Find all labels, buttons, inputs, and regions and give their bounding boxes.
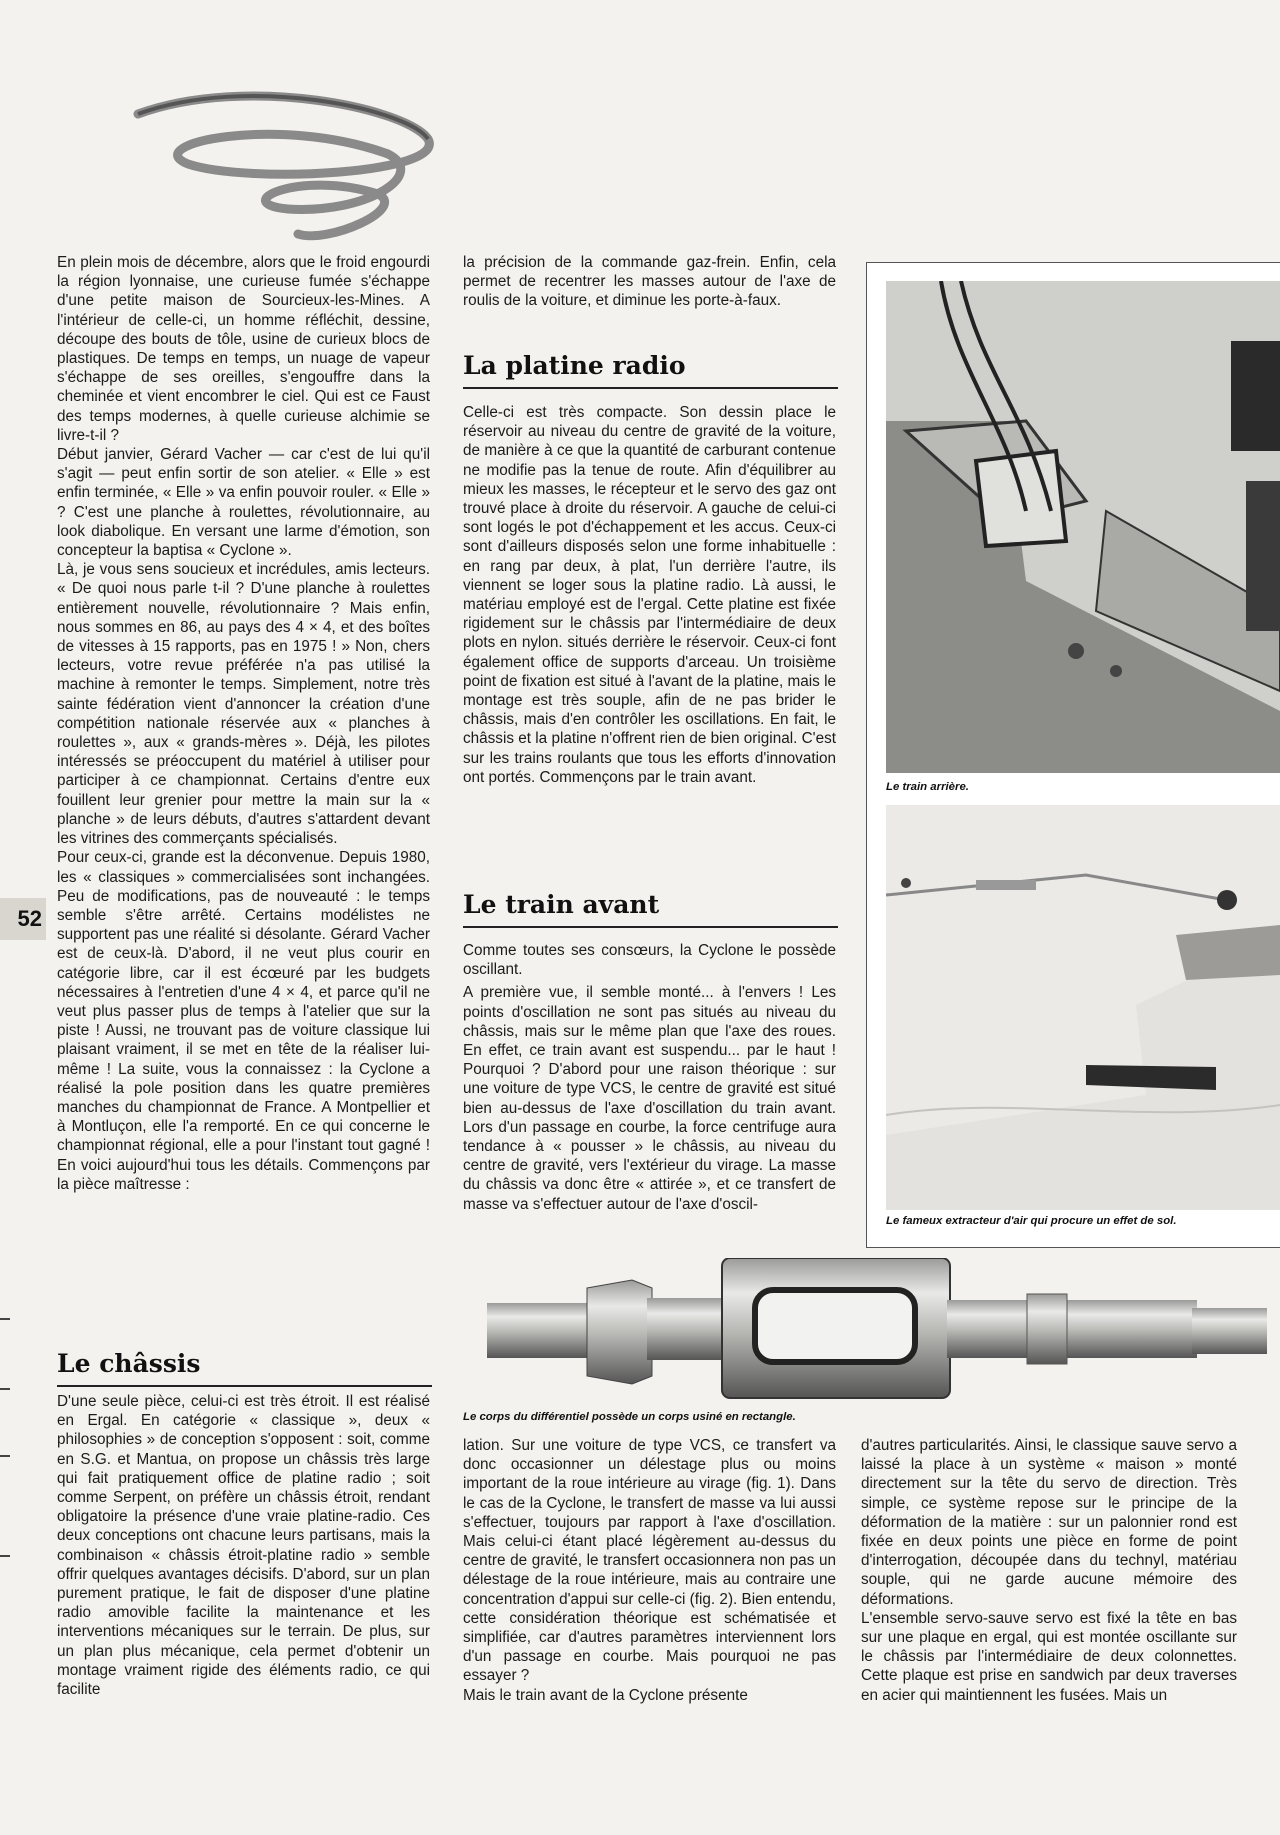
section-heading-train-avant: Le train avant: [463, 890, 660, 919]
margin-tick: [0, 1388, 10, 1390]
paragraph: Mais le train avant de la Cyclone présente: [463, 1686, 748, 1704]
bottom-middle-column: [463, 1436, 836, 1705]
chassis-text: [57, 1392, 430, 1699]
bottom-right-column: [861, 1436, 1237, 1705]
paragraph: Là, je vous sens soucieux et incrédules, amis lecteurs. « De quoi nous parle t-il ? D'une planche à roulettes entièrement nouvelle, révolutionnaire ? Mais enfin, nous sommes en 86, au pays des 4 × 4, et des boîtes de vitesses à 15 rapports, pas en 1975 ! » Non, chers lecteurs, votre revue préférée n'a pas utilisé la machine à remonter le temps. Simplement, notre très sainte fédération vient d'annoncer la création d'une compétition nationale réservée aux « planches à roulettes », aux « grands-mères ». Déjà, les pilotes intéressés se préoccupent du matériel à utiliser pour participer à ce championnat. Certains d'entre eux fouillent leur grenier pour mettre la main sur la « planche » de leurs débuts, d'autres s'attardent devant les vitrines des commerçants spécialisés.: [57, 561, 430, 848]
column-2: [463, 253, 836, 311]
paragraph: Celle-ci est très compacte. Son dessin place le réservoir au niveau du centre de gravité de la voiture, de manière à ce que la quantité de carburant contenue ne modifie pas la tenue de route. Afin d'équilibrer au mieux les masses, le récepteur et le servo des gaz ont trouvé place à droite du réservoir. A gauche de celui-ci sont logés le pot d'échappement et les accus. Ceux-ci sont d'ailleurs disposés selon une forme inhabituelle : en rang par deux, à plat, l'un derrière l'autre, ils viennent se loger sous la platine radio. Là aussi, le matériau employé est de l'ergal. Cette platine est fixée rigidement sur le châssis par l'intermédiaire de deux plots en nylon. situés derrière le réservoir. Ceux-ci font également office de supports d'arceau. Un troisième point de fixation est situé à l'avant de la platine, mais le montage est très souple, afin de ne pas brider le châssis, mais d'en contrôler les oscillations. En fait, le châssis et la platine n'offrent rien de bien original. C'est sur les trains roulants que tous les efforts d'innovation ont portés. Commençons par le train avant.: [463, 404, 836, 786]
paragraph: la précision de la commande gaz-frein. Enfin, cela permet de recentrer les masses autour de l'axe de roulis de la voiture, et diminue les porte-à-faux.: [463, 254, 836, 310]
platine-text: [463, 403, 836, 787]
paragraph: En plein mois de décembre, alors que le froid engourdi la région lyonnaise, une curieuse fumée s'échappe d'une petite maison de Sourcieux-les-Mines. A l'intérieur de celle-ci, un homme réfléchit, dessine, découpe des bouts de tôle, usine de curieux blocs de plastiques. De temps en temps, un nuage de vapeur s'échappe de ses oreilles, s'engouffre dans la cheminée et vient encombrer le ciel. Qui est ce Faust des temps modernes, à quelle curieuse alchimie se livre-t-il ?: [57, 254, 430, 444]
page-number: 52: [0, 898, 46, 940]
paragraph: d'autres particularités. Ainsi, le classique sauve servo a laissé la place à un système « maison » monté directement sur la tête du servo de direction. Très simple, ce système repose sur le principe de la déformation de la matière : sur un palonnier rond est fixée en deux points une pièce en forme de point d'interrogation, découpée dans du technyl, matériau souple, qui ne garde aucune mémoire des déformations.: [861, 1437, 1237, 1608]
margin-tick: [0, 1318, 10, 1320]
section-heading-platine-radio: La platine radio: [463, 351, 686, 380]
paragraph: Pour ceux-ci, grande est la déconvenue. Depuis 1980, les « classiques » commercialisées sont inchangées. Peu de modifications, pas de nouveauté : le temps semble s'être arrêté. Certains modélistes ne supportent pas une réalité si désolante. Gérard Vacher est de ceux-là. D'abord, il ne veut plus courir en catégorie libre, car il est écœuré par les budgets nécessaires à l'entretien d'une 4 × 4, et parce qu'il ne veut plus passer plus de temps à l'atelier que sur la piste ! Aussi, ne trouvant pas de voiture classique lui plaisant vraiment, il se met en tête de la réaliser lui-même ! La suite, vous la connaissez : la Cyclone a réalisé la pole position dans les quatre premières manches du championnat de France. A Montpellier et à Montluçon, elle l'a remporté. En ce qui concerne le championnat régional, elle a pour l'instant tout gagné ! En voici aujourd'hui tous les détails. Commençons par la pièce maîtresse :: [57, 849, 430, 1193]
paragraph: A première vue, il semble monté... à l'envers ! Les points d'oscillation ne sont pas situés au niveau du châssis, mais sur le même plan que l'axe des roues. En effet, ce train avant est suspendu... par le haut ! Pourquoi ? D'abord pour une raison théorique : sur une voiture de type VCS, le centre de gravité est situé bien au-dessus de l'axe d'oscillation du train avant. Lors d'un passage en courbe, la force centrifuge aura tendance à « pousser » le châssis, au niveau du centre de gravité, vers l'extérieur du virage. La masse du châssis va donc être « attirée », et ce transfert de masse va s'effectuer autour de l'axe d'oscil-: [463, 984, 836, 1213]
section-heading-chassis: Le châssis: [57, 1349, 201, 1378]
paragraph: Début janvier, Gérard Vacher — car c'est de lui qu'il s'agit — peut enfin sortir de son atelier. « Elle » est enfin terminée, « Elle » va enfin pouvoir rouler. « Elle » ? C'est une planche à roulettes, révolutionnaire, au look diabolique. En versant une larme d'émotion, son concepteur la baptisa « Cyclone ».: [57, 446, 430, 560]
heading-rule: [57, 1385, 432, 1387]
margin-tick: [0, 1555, 10, 1557]
heading-rule: [463, 926, 838, 928]
paragraph: Comme toutes ses consœurs, la Cyclone le possède oscillant.: [463, 942, 836, 979]
photo-caption-differential: Le corps du différentiel possède un corps usiné en rectangle.: [463, 1411, 796, 1423]
paragraph: D'une seule pièce, celui-ci est très étroit. Il est réalisé en Ergal. En catégorie « classique », deux « philosophies » de conception s'opposent : soit, comme en S.G. et Mantua, on propose un châssis très large qui fait pratiquement office de platine radio ; soit comme Serpent, on préfère un châssis étroit, rendant obligatoire la présence d'une vraie platine-radio. Ces deux conceptions ont chacune leurs partisans, mais la combinaison « châssis étroit-platine radio » semble offrir quelques avantages décisifs. D'abord, sur un plan purement pratique, le fait de disposer d'une platine radio amovible facilite la maintenance et les interventions mécaniques sur le terrain. De plus, sur un plan plus mécanique, cela permet d'obtenir un montage vraiment rigide des éléments radio, ce qui facilite: [57, 1393, 430, 1699]
cyclone-spiral-logo: [128, 84, 448, 274]
column-1: [57, 253, 430, 1194]
paragraph: lation. Sur une voiture de type VCS, ce transfert va donc occasionner un délestage plus ou moins important de la roue intérieure au virage (fig. 1). Dans le cas de la Cyclone, le transfert de masse va lui aussi s'effectuer, toujours par rapport à l'axe d'oscillation. Mais celui-ci étant placé légèrement au-dessus du centre de gravité, le transfert occasionnera non pas un délestage de la roue intérieure, mais au contraire une concentration d'appui sur celle-ci (fig. 2). Bien entendu, cette considération théorique est schématisée et simplifiée, car d'autres paramètres interviennent lors d'un passage en courbe. Mais pourquoi ne pas essayer ?: [463, 1437, 836, 1685]
photo-caption-extractor: Le fameux extracteur d'air qui procure un effet de sol.: [886, 1215, 1177, 1227]
photo-caption-rear: Le train arrière.: [886, 781, 969, 793]
train-avant-text: [463, 941, 836, 1214]
heading-rule: [463, 387, 838, 389]
rear-axle-photo: [886, 281, 1280, 773]
margin-tick: [0, 1455, 10, 1457]
paragraph: L'ensemble servo-sauve servo est fixé la tête en bas sur une plaque en ergal, qui est montée oscillante sur le châssis par l'intermédiaire de deux colonnettes. Cette plaque est prise en sandwich par deux traverses en acier qui maintiennent les fusées. Mais un: [861, 1609, 1237, 1704]
air-extractor-photo: [886, 805, 1280, 1210]
differential-photo: [487, 1258, 1267, 1408]
